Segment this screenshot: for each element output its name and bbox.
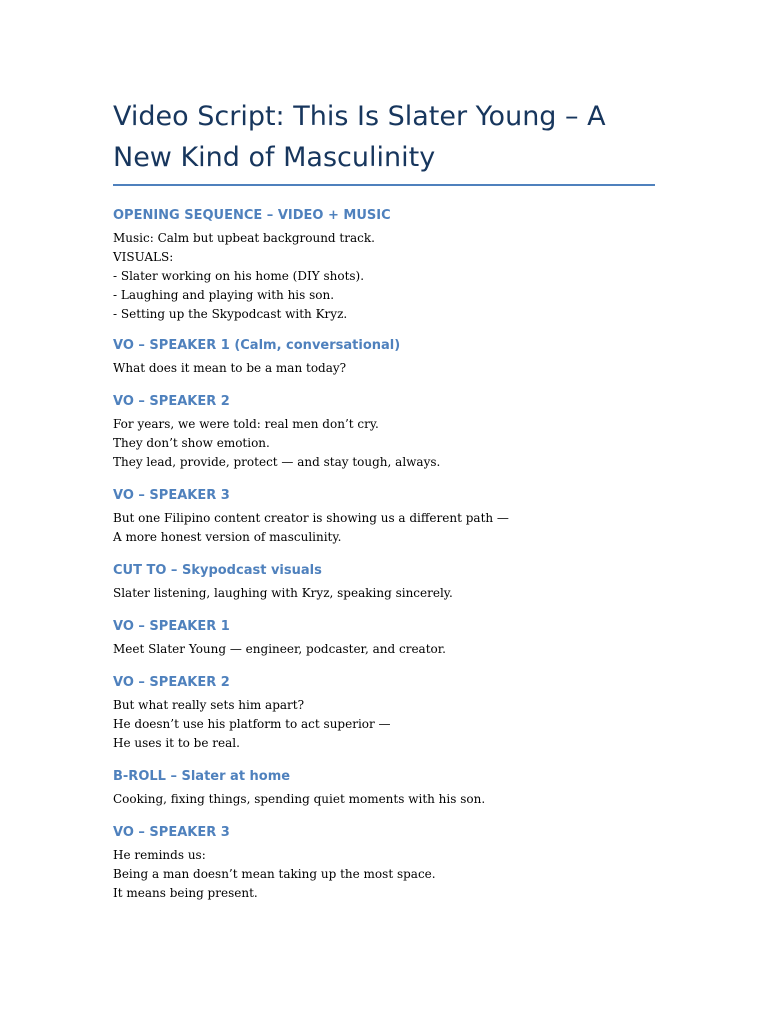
body-line: Being a man doesn’t mean taking up the most space. — [113, 867, 436, 881]
section-cut-to — [113, 561, 658, 603]
section-body — [113, 692, 658, 753]
body-line: He doesn’t use his platform to act superior — — [113, 717, 391, 731]
section-heading: B-ROLL – Slater at home — [113, 769, 291, 784]
section-heading: OPENING SEQUENCE – VIDEO + MUSIC — [113, 208, 391, 223]
section-heading: VO – SPEAKER 2 — [113, 394, 230, 409]
body-line: - Slater working on his home (DIY shots). — [113, 269, 365, 283]
section-vo-speaker-1 — [113, 336, 658, 378]
body-line: But one Filipino content creator is showing us a different path — — [113, 511, 509, 525]
section-b-roll — [113, 767, 658, 809]
section-heading: VO – SPEAKER 3 — [113, 825, 230, 840]
section-body — [113, 580, 658, 603]
section-vo-speaker-1-b — [113, 617, 658, 659]
section-vo-speaker-3 — [113, 486, 658, 547]
body-line: He uses it to be real. — [113, 736, 240, 750]
section-body — [113, 225, 658, 324]
section-heading: VO – SPEAKER 2 — [113, 675, 230, 690]
section-body — [113, 411, 658, 472]
section-vo-speaker-2-b — [113, 673, 658, 753]
body-line: Cooking, fixing things, spending quiet moments with his son. — [113, 792, 486, 806]
body-line: It means being present. — [113, 886, 258, 900]
section-body — [113, 636, 658, 659]
title-underline — [113, 184, 655, 186]
document-page — [113, 0, 658, 903]
section-opening-sequence — [113, 206, 658, 324]
section-body — [113, 842, 658, 903]
section-heading: CUT TO – Skypodcast visuals — [113, 563, 322, 578]
body-line: - Laughing and playing with his son. — [113, 288, 335, 302]
section-heading: VO – SPEAKER 1 — [113, 619, 230, 634]
section-heading: VO – SPEAKER 3 — [113, 488, 230, 503]
body-line: A more honest version of masculinity. — [113, 530, 342, 544]
section-vo-speaker-3-b — [113, 823, 658, 903]
section-body — [113, 355, 658, 378]
section-body — [113, 505, 658, 547]
body-line: Meet Slater Young — engineer, podcaster, and creator. — [113, 642, 446, 656]
title-line-1: Video Script: This Is Slater Young – A — [113, 101, 606, 132]
body-line: VISUALS: — [113, 250, 174, 264]
body-line: What does it mean to be a man today? — [113, 361, 347, 375]
body-line: - Setting up the Skypodcast with Kryz. — [113, 307, 348, 321]
section-vo-speaker-2 — [113, 392, 658, 472]
body-line: They don’t show emotion. — [113, 436, 270, 450]
section-body — [113, 786, 658, 809]
body-line: But what really sets him apart? — [113, 698, 305, 712]
title-line-2: New Kind of Masculinity — [113, 142, 436, 173]
body-line: They lead, provide, protect — and stay tough, always. — [113, 455, 441, 469]
body-line: For years, we were told: real men don’t cry. — [113, 417, 379, 431]
body-line: He reminds us: — [113, 848, 206, 862]
body-line: Music: Calm but upbeat background track. — [113, 231, 375, 245]
body-line: Slater listening, laughing with Kryz, speaking sincerely. — [113, 586, 453, 600]
document-title — [113, 0, 658, 178]
section-heading: VO – SPEAKER 1 (Calm, conversational) — [113, 338, 401, 353]
